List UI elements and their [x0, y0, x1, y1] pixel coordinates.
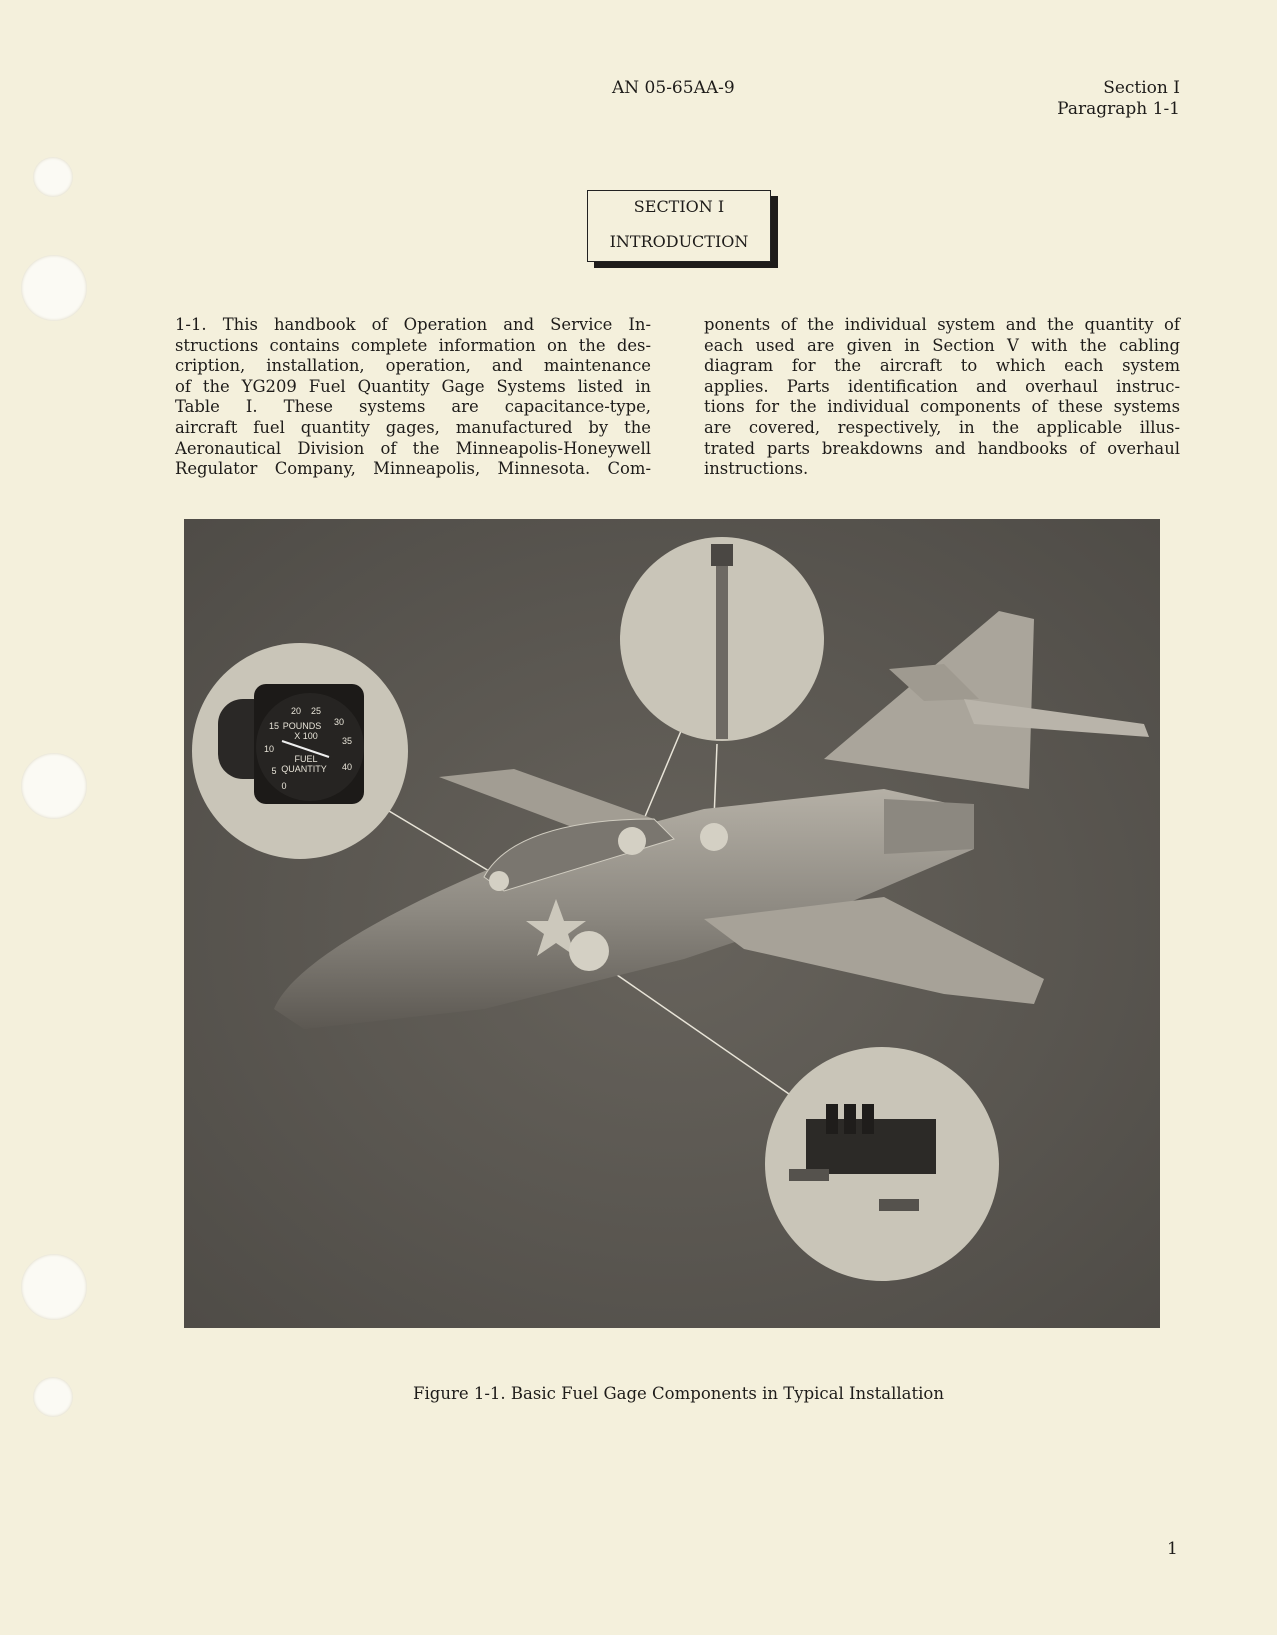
svg-text:35: 35	[341, 736, 353, 746]
right-column-text	[704, 315, 1180, 480]
figure-photo	[184, 519, 1160, 1328]
svg-text:30: 30	[333, 717, 345, 727]
text-line: ponents of the individual system and the quantity of	[704, 315, 1180, 334]
punch-hole	[21, 753, 87, 819]
punch-hole	[33, 157, 73, 197]
punch-hole	[21, 1254, 87, 1320]
svg-text:40: 40	[341, 762, 353, 772]
svg-text:X 100: X 100	[294, 731, 318, 741]
text-line: diagram for the aircraft to which each system	[704, 356, 1180, 376]
paragraph-label: Paragraph 1-1	[1057, 99, 1180, 119]
text-line: 1-1. This handbook of Operation and Service In-	[175, 315, 651, 334]
jet-illustration	[184, 519, 1160, 1328]
text-line: of the YG209 Fuel Quantity Gage Systems listed in	[175, 376, 651, 396]
text-line: aircraft fuel quantity gages, manufactured by the	[175, 417, 651, 437]
section-title-box	[587, 190, 771, 262]
section-subtitle: INTRODUCTION	[609, 232, 749, 251]
text-line: structions contains complete information on the des-	[175, 335, 651, 355]
svg-text:5: 5	[271, 766, 277, 776]
page-number: 1	[1167, 1539, 1178, 1559]
text-line: cription, installation, operation, and maintenance	[175, 356, 651, 376]
text-line: Regulator Company, Minneapolis, Minnesota. Com-	[175, 459, 651, 479]
svg-text:15: 15	[268, 721, 280, 731]
punch-hole	[21, 255, 87, 321]
svg-text:0: 0	[281, 781, 287, 791]
section-title: SECTION I	[633, 197, 725, 216]
text-line: Aeronautical Division of the Minneapolis-Honeywell	[175, 438, 651, 458]
amplifier-inset	[765, 1047, 999, 1281]
text-line: trated parts breakdowns and handbooks of overhaul	[704, 438, 1180, 458]
text-line: are covered, respectively, in the applicable illus-	[704, 417, 1180, 437]
svg-text:10: 10	[263, 744, 275, 754]
tank-probe-inset	[620, 537, 824, 741]
document-number: AN 05-65AA-9	[612, 78, 735, 98]
text-line: instructions.	[704, 459, 809, 479]
svg-text:FUEL: FUEL	[294, 754, 318, 764]
left-column-text	[175, 315, 651, 480]
section-label: Section I	[1103, 78, 1180, 98]
text-line: applies. Parts identification and overhaul instruc-	[704, 376, 1180, 396]
section-reference	[1057, 78, 1180, 120]
text-line: each used are given in Section V with the cabling	[704, 335, 1180, 355]
svg-text:20: 20	[290, 706, 302, 716]
text-line: Table I. These systems are capacitance-type,	[175, 397, 651, 417]
fuel-gauge-inset	[192, 643, 408, 859]
text-line: tions for the individual components of these systems	[704, 397, 1180, 417]
figure-caption: Figure 1-1. Basic Fuel Gage Components in Typical Installation	[413, 1384, 944, 1403]
svg-text:QUANTITY: QUANTITY	[281, 764, 327, 774]
svg-text:25: 25	[310, 706, 322, 716]
svg-text:POUNDS: POUNDS	[282, 721, 322, 731]
